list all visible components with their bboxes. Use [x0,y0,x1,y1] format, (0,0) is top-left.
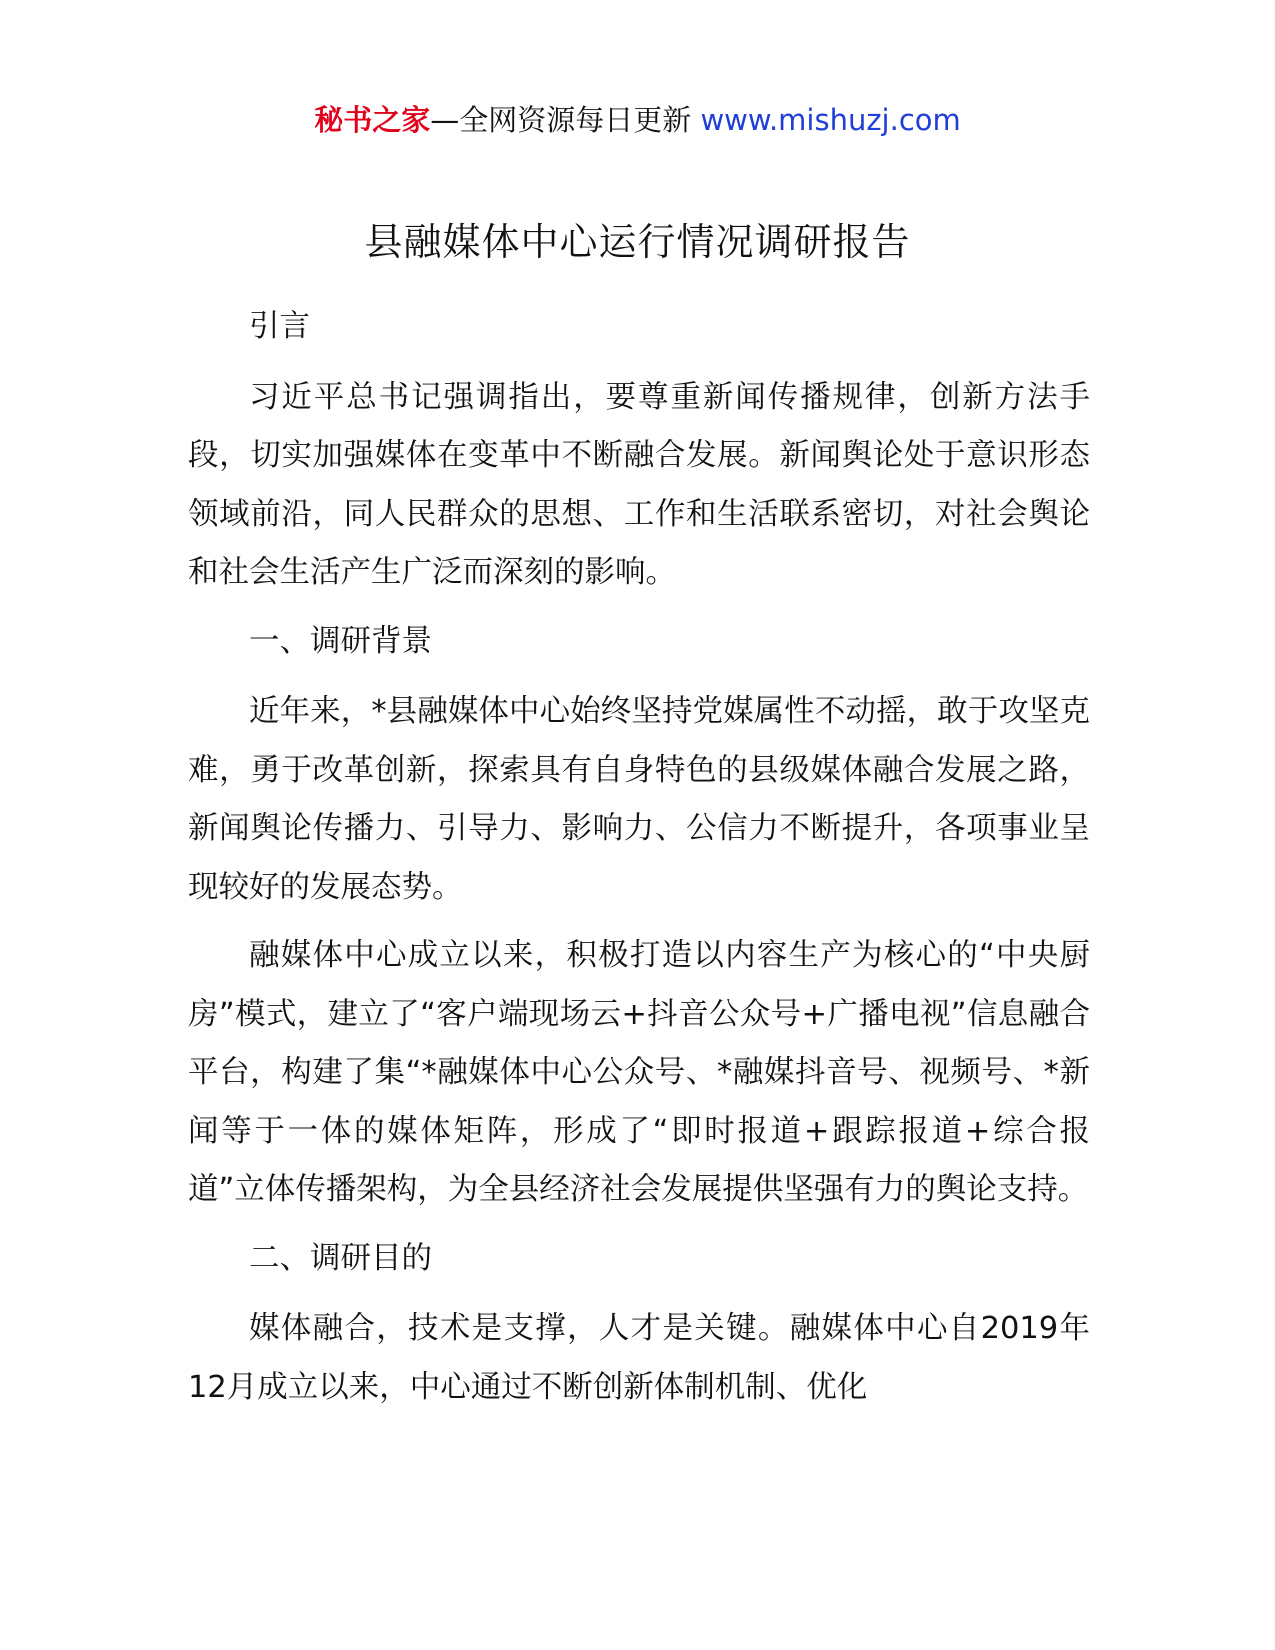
document-body [188,298,1090,1427]
paragraph-background-1: 近年来，*县融媒体中心始终坚持党媒属性不动摇，敢于攻坚克难，勇于改革创新，探索具有自身特色的县级媒体融合发展之路，新闻舆论传播力、引导力、影响力、公信力不断提升，各项事业呈现较好的发展态势。 [188,694,1090,905]
paragraph-background-2: 融媒体中心成立以来，积极打造以内容生产为核心的“中央厨房”模式，建立了“客户端现场云+抖音公众号+广播电视”信息融合平台，构建了集“*融媒体中心公众号、*融媒抖音号、视频号、*新闻等于一体的媒体矩阵，形成了“即时报道+跟踪报道+综合报道”立体传播架构，为全县经济社会发展提供坚强有力的舆论支持。 [188,938,1090,1207]
section-heading-background: 一、调研背景 [249,623,432,659]
section-heading-intro: 引言 [249,309,310,344]
paragraph-purpose: 媒体融合，技术是支撑，人才是关键。融媒体中心自2019年12月成立以来，中心通过不断创新体制机制、优化 [188,1311,1090,1405]
document-title: 县融媒体中心运行情况调研报告 [364,220,911,264]
section-heading-purpose: 二、调研目的 [249,1240,432,1276]
site-tagline: —全网资源每日更新 [430,103,701,137]
paragraph-intro: 习近平总书记强调指出，要尊重新闻传播规律，创新方法手段，切实加强媒体在变革中不断融合发展。新闻舆论处于意识形态领域前沿，同人民群众的思想、工作和生活联系密切，对社会舆论和社会生活产生广泛而深刻的影响。 [188,379,1090,590]
site-brand: 秘书之家 [314,103,431,137]
site-url-link[interactable]: www.mishuzj.com [700,103,961,137]
site-header [0,100,1275,140]
